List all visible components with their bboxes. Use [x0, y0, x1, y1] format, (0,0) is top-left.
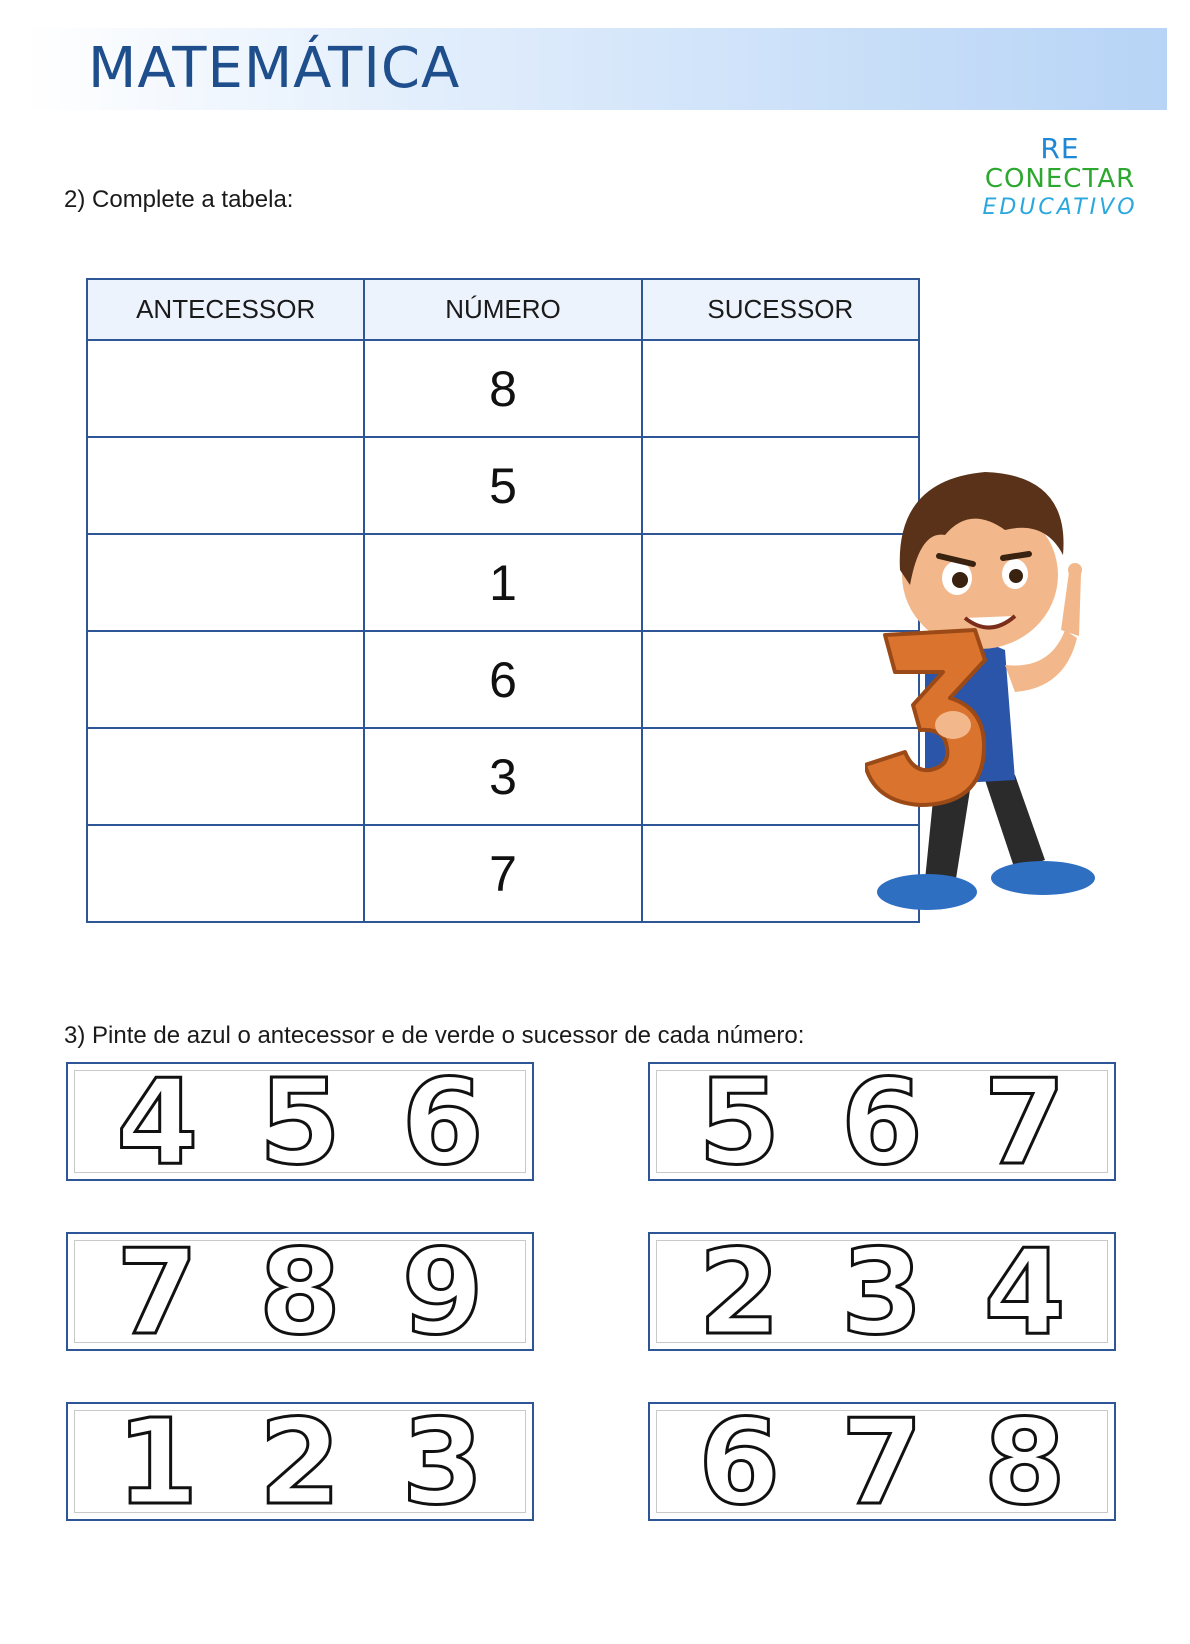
header-antecessor: ANTECESSOR [87, 279, 364, 340]
antecessor-digit[interactable]: 4 [116, 1052, 199, 1191]
antecessor-cell[interactable] [87, 534, 364, 631]
antecessor-digit[interactable]: 2 [698, 1222, 781, 1361]
antecessor-cell[interactable] [87, 825, 364, 922]
sucessor-digit[interactable]: 3 [401, 1392, 484, 1531]
sucessor-digit[interactable]: 7 [983, 1052, 1066, 1191]
center-digit: 2 [258, 1392, 342, 1531]
numero-cell: 8 [364, 340, 641, 437]
boy-holding-number-3-illustration [865, 460, 1155, 940]
number-sequence-box [66, 1052, 534, 1191]
table-row [87, 534, 919, 631]
number-sequence-box [648, 1052, 1116, 1191]
antecessor-digit[interactable]: 7 [116, 1222, 199, 1361]
table-row [87, 728, 919, 825]
question-3-instruction: 3) Pinte de azul o antecessor e de verde o sucessor de cada número: [64, 1022, 805, 1049]
logo [960, 134, 1160, 222]
sucessor-digit[interactable]: 8 [983, 1392, 1066, 1531]
number-sequence-box [66, 1392, 534, 1531]
numero-cell: 1 [364, 534, 641, 631]
antecessor-digit[interactable]: 5 [698, 1052, 781, 1191]
header-numero: NÚMERO [364, 279, 641, 340]
number-sequence-box [648, 1222, 1116, 1361]
logo-line-re: RE [1040, 132, 1080, 165]
center-digit: 8 [258, 1222, 342, 1361]
number-sequence-box [66, 1222, 534, 1361]
table-header-row [87, 279, 919, 340]
center-digit: 5 [258, 1052, 342, 1191]
center-digit: 3 [840, 1222, 924, 1361]
sucessor-digit[interactable]: 9 [401, 1222, 484, 1361]
numero-cell: 6 [364, 631, 641, 728]
antecessor-cell[interactable] [87, 631, 364, 728]
antecessor-digit[interactable]: 6 [698, 1392, 781, 1531]
number-sequence-box [648, 1392, 1116, 1531]
numero-cell: 5 [364, 437, 641, 534]
logo-line-educativo: EDUCATIVO [982, 195, 1138, 220]
sucessor-digit[interactable]: 6 [401, 1052, 484, 1191]
antecessor-cell[interactable] [87, 437, 364, 534]
sucessor-cell[interactable] [642, 340, 919, 437]
antecessor-cell[interactable] [87, 340, 364, 437]
table-row [87, 825, 919, 922]
center-digit: 6 [840, 1052, 924, 1191]
table-row [87, 437, 919, 534]
numero-cell: 3 [364, 728, 641, 825]
question-2-instruction: 2) Complete a tabela: [64, 186, 294, 213]
page-title: MATEMÁTICA [88, 36, 461, 101]
table-row [87, 340, 919, 437]
header-sucessor: SUCESSOR [642, 279, 919, 340]
antecessor-digit[interactable]: 1 [116, 1392, 199, 1531]
numero-cell: 7 [364, 825, 641, 922]
antecessor-cell[interactable] [87, 728, 364, 825]
sucessor-digit[interactable]: 4 [983, 1222, 1066, 1361]
predecessor-successor-table [86, 278, 920, 923]
table-row [87, 631, 919, 728]
center-digit: 7 [840, 1392, 924, 1531]
logo-line-conectar: CONECTAR [984, 164, 1136, 194]
